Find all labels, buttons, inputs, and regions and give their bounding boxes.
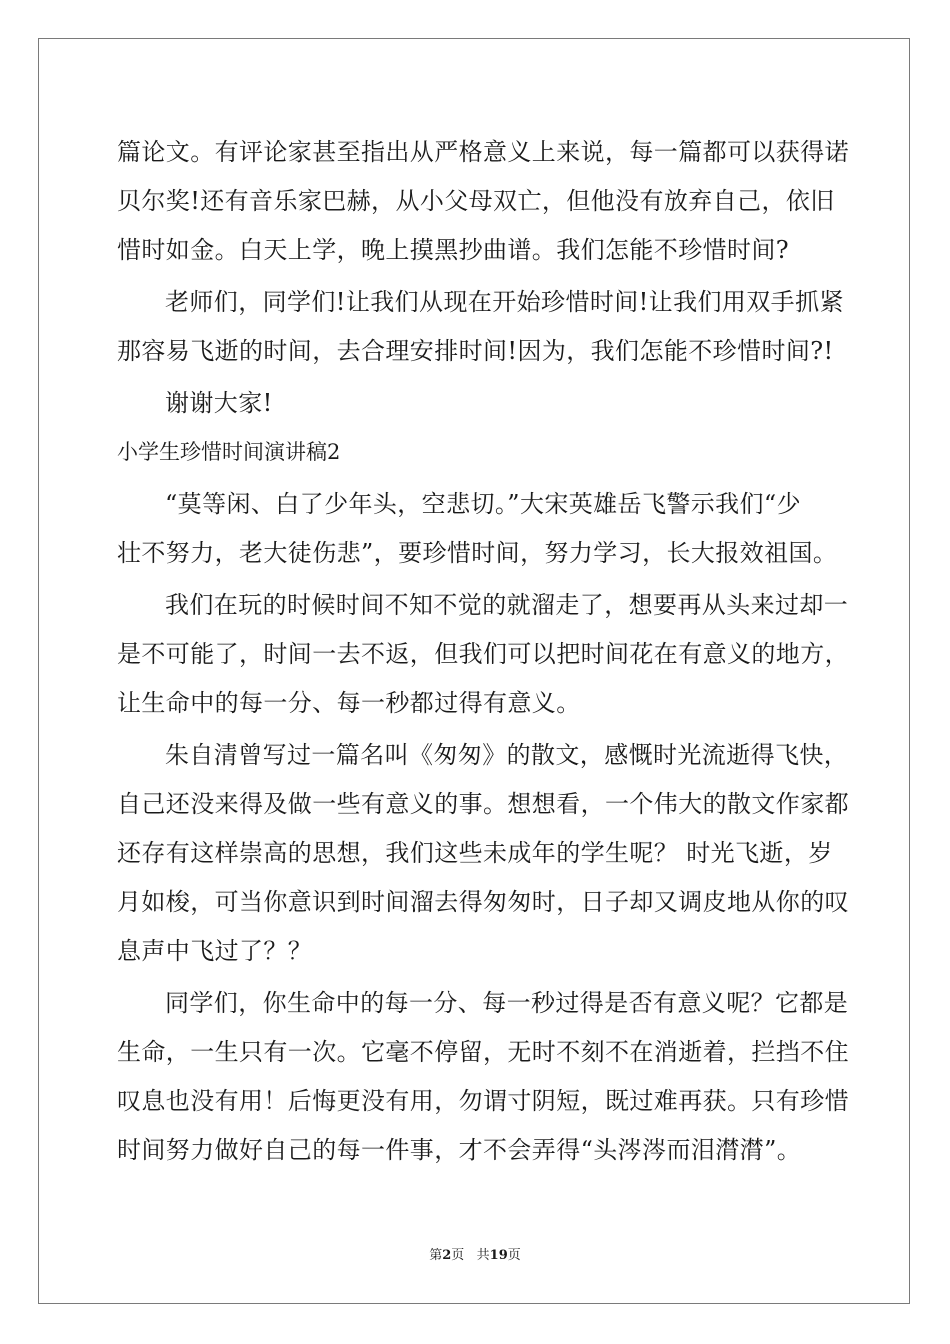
text-line: 自己还没来得及做一些有意义的事。想想看，一个伟大的散文作家都 — [117, 790, 849, 818]
document-body — [117, 128, 849, 1175]
page-mid: 页 共 — [451, 1248, 490, 1263]
text-line: 惜时如金。白天上学，晚上摸黑抄曲谱。我们怎能不珍惜时间? — [117, 236, 790, 264]
page-total: 19 — [489, 1248, 508, 1263]
text-line: “莫等闲、白了少年头，空悲切。”大宋英雄岳飞警示我们“少 — [165, 490, 802, 518]
text-line: 息声中飞过了？？ — [117, 937, 313, 965]
page-current: 2 — [442, 1248, 452, 1263]
text-line: 谢谢大家! — [165, 389, 273, 417]
section-heading: 小学生珍惜时间演讲稿2 — [117, 440, 341, 464]
text-line: 贝尔奖!还有音乐家巴赫，从小父母双亡，但他没有放弃自己，依旧 — [117, 187, 835, 215]
page-prefix: 第 — [429, 1248, 443, 1263]
text-line: 同学们，你生命中的每一分、每一秒过得是否有意义呢？它都是 — [165, 989, 849, 1017]
text-line: 时间努力做好自己的每一件事，才不会弄得“头涔涔而泪潸潸”。 — [117, 1136, 802, 1164]
text-line: 老师们，同学们!让我们从现在开始珍惜时间!让我们用双手抓紧 — [165, 288, 844, 316]
text-line: 壮不努力，老大徒伤悲”，要珍惜时间，努力学习，长大报效祖国。 — [117, 539, 838, 567]
text-line: 生命，一生只有一次。它毫不停留，无时不刻不在消逝着，拦挡不住 — [117, 1038, 849, 1066]
text-line: 朱自清曾写过一篇名叫《匆匆》的散文，感慨时光流逝得飞快， — [165, 741, 849, 769]
text-line: 我们在玩的时候时间不知不觉的就溜走了，想要再从头来过却一 — [165, 591, 849, 619]
page-footer — [0, 1248, 950, 1264]
text-line: 月如梭，可当你意识到时间溜去得匆匆时，日子却又调皮地从你的叹 — [117, 888, 849, 916]
text-line: 是不可能了，时间一去不返，但我们可以把时间花在有意义的地方， — [117, 640, 849, 668]
page-suffix: 页 — [507, 1248, 521, 1263]
text-line: 让生命中的每一分、每一秒都过得有意义。 — [117, 689, 581, 717]
text-line: 那容易飞逝的时间，去合理安排时间!因为，我们怎能不珍惜时间?! — [117, 337, 834, 365]
text-line: 叹息也没有用！后悔更没有用，勿谓寸阴短，既过难再获。只有珍惜 — [117, 1087, 849, 1115]
text-line: 篇论文。有评论家甚至指出从严格意义上来说，每一篇都可以获得诺 — [117, 138, 849, 166]
text-line: 还存有这样崇高的思想，我们这些未成年的学生呢？ 时光飞逝，岁 — [117, 839, 833, 867]
